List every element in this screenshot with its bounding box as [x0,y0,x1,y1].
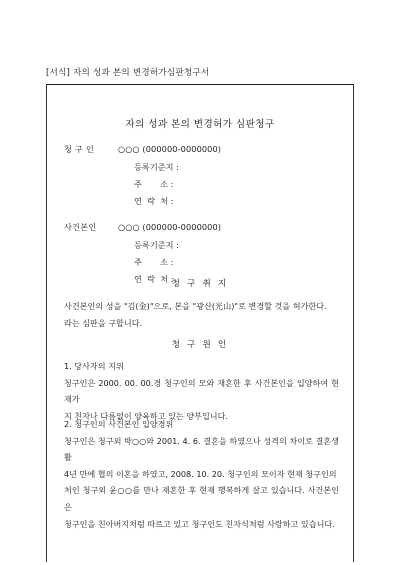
purpose-line-2: 라는 심판을 구합니다. [64,317,143,328]
document-title: 자의 성과 본의 변경허가 심판청구 [125,119,275,130]
subject-address-label: 주 소 : [134,257,174,267]
petitioner-address-label: 주 소 : [134,179,174,189]
purpose-paragraph [64,298,339,331]
purpose-heading: 청 구 취 지 [171,279,229,289]
grounds-heading: 청 구 원 인 [171,340,229,350]
form-label: [서식] 자의 성과 본의 변경허가심판청구서 [46,68,210,78]
subject-contact-label: 연 락 처 : [134,274,174,284]
purpose-line-1: 사건본인의 성을 "김(金)"으로, 본을 "광산(光山)"로 변경할 것을 허가한다. [64,301,327,311]
grounds-item-2-line-1: 청구인은 청구외 박○○와 2001. 4. 6. 결혼을 하였으나 성격의 차이로 결혼생활 [64,435,339,463]
subject-registry-label: 등록기준지 : [134,240,179,250]
grounds-item-2-line-2: 4년 만에 협의 이혼을 하였고, 2008. 10. 20. 청구인의 모이자 현재 청구인의 [64,468,337,479]
subject-role: 사건본인 [64,222,97,232]
petitioner-registry-label: 등록기준지 : [134,162,179,172]
grounds-item-1-title: 1. 당사자의 지위 [64,361,124,371]
grounds-item-1 [64,358,339,424]
grounds-item-1-line-2: 지 친자나 다름없이 양육하고 있는 양부입니다. [64,410,228,421]
petitioner-name: ○○○ (000000-0000000) [118,144,222,154]
petitioner-role: 청 구 인 [64,144,94,154]
petitioner-contact-label: 연 락 처 : [134,196,174,206]
grounds-item-2-line-4: 청구인을 친아버지처럼 따르고 있고 청구인도 친자식처럼 사랑하고 있습니다. [64,518,335,529]
subject-name: ○○○ (000000-0000000) [118,222,222,232]
grounds-item-2-title: 2. 청구인의 사건본인 입양경위 [64,419,174,429]
grounds-item-2-line-3: 처인 청구외 윤○○를 만나 재혼한 후 현재 행복하게 살고 있습니다. 사건본인은 [64,485,339,512]
grounds-item-2 [64,416,339,532]
grounds-item-1-line-1: 청구인은 2000. 00. 00.경 청구인의 모와 재혼한 후 사건본인을 입양하여 현재가 [64,377,339,405]
